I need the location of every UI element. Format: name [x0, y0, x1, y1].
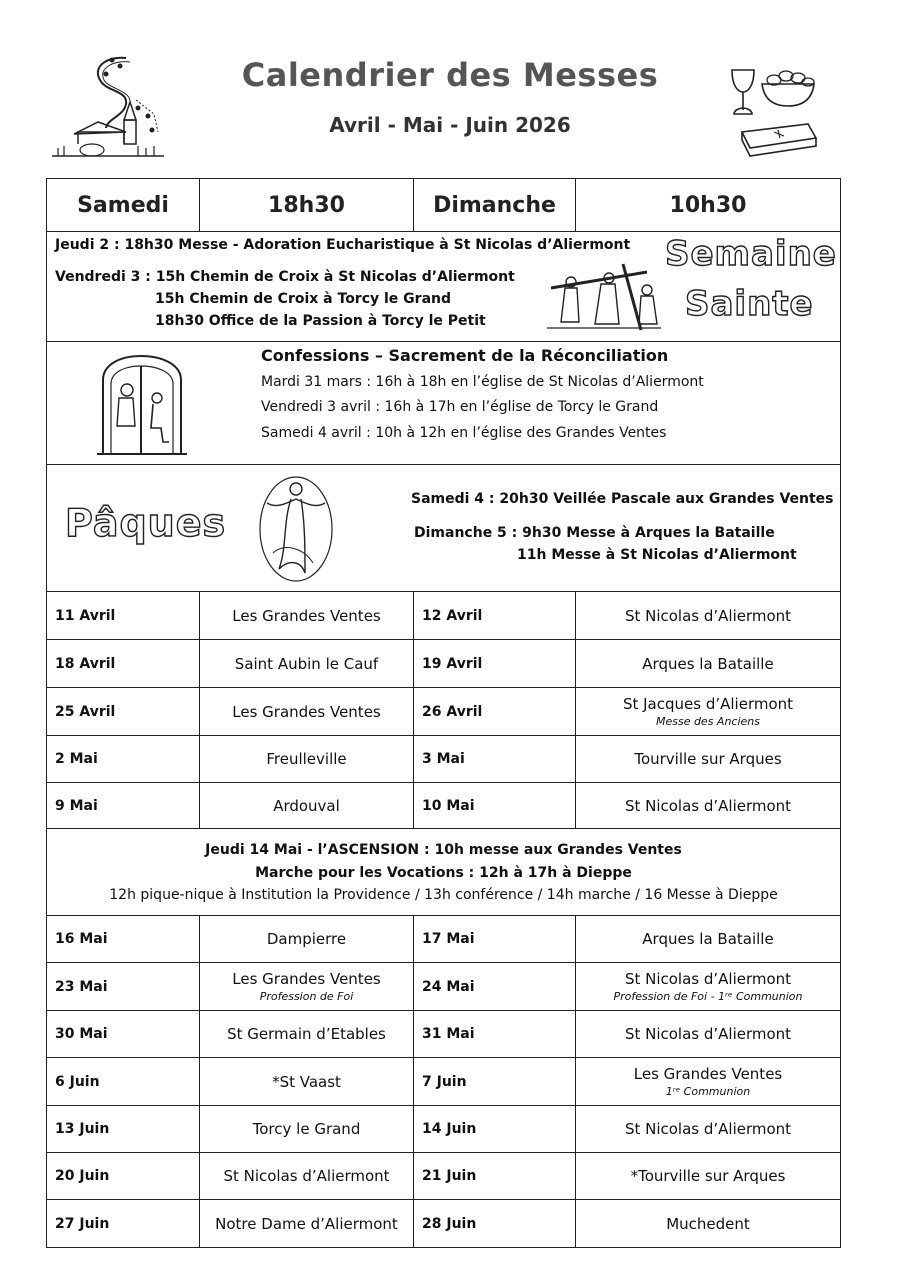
table-row	[47, 640, 840, 688]
header-dimanche: Dimanche	[413, 179, 575, 231]
sunday-date: 12 Avril	[413, 592, 575, 639]
saturday-place: St Germain d’Etables	[227, 1025, 386, 1043]
sunday-location	[575, 1011, 840, 1057]
chalice-bread-book-illustration	[722, 60, 832, 158]
saturday-date: 6 Juin	[55, 1073, 100, 1090]
saturday-place: Ardouval	[273, 796, 340, 815]
sunday-date: 17 Mai	[413, 916, 575, 962]
saturday-date: 20 Juin	[55, 1168, 110, 1184]
header-samedi: Samedi	[77, 192, 169, 218]
saturday-place: Les Grandes Ventes	[232, 606, 381, 625]
sunday-location	[575, 688, 840, 735]
sunday-date: 31 Mai	[413, 1011, 575, 1057]
header-time-sunday: 10h30	[575, 179, 840, 231]
sunday-location	[575, 1153, 840, 1199]
sunday-location	[575, 916, 840, 962]
sunday-location	[575, 783, 840, 828]
saturday-date: 18 Avril	[55, 655, 116, 672]
sunday-place: St Jacques d’Aliermont	[622, 695, 794, 713]
table-row	[47, 916, 840, 963]
table-row	[47, 688, 840, 736]
sunday-place: Les Grandes Ventes	[633, 1065, 783, 1083]
semaine-banner: Semaine	[665, 234, 837, 274]
sunday-note: 1ʳᵉ Communion	[665, 1085, 751, 1098]
sunday-place: St Nicolas d’Aliermont	[624, 796, 792, 815]
paques-section	[47, 465, 840, 592]
saturday-note: Profession de Foi	[259, 990, 354, 1003]
ascension-line-3: 12h pique-nique à Institution la Providence / 13h conférence / 14h marche / 16 Messe à Dieppe	[109, 887, 778, 903]
sunday-place: Muchedent	[666, 1214, 750, 1233]
sunday-note: Profession de Foi - 1ʳᵉ Communion	[613, 990, 803, 1003]
sunday-location	[575, 640, 840, 687]
sunday-place: Arques la Bataille	[642, 930, 774, 948]
paques-line-3: 11h Messe à St Nicolas d’Aliermont	[517, 547, 797, 563]
sunday-date: 7 Juin	[413, 1058, 575, 1105]
sunday-location	[575, 592, 840, 639]
sunday-note: Messe des Anciens	[655, 715, 761, 728]
sunday-place: *Tourville sur Arques	[630, 1167, 786, 1185]
saturday-date: 13 Juin	[55, 1121, 110, 1137]
vendredi-saint-line-3: 18h30 Office de la Passion à Torcy le Petit	[155, 313, 486, 329]
table-row	[47, 1058, 840, 1106]
ascension-line-2: Marche pour les Vocations : 12h à 17h à Dieppe	[255, 865, 632, 881]
table-row	[47, 963, 840, 1011]
sunday-location	[575, 1200, 840, 1247]
sunday-date: 21 Juin	[413, 1153, 575, 1199]
saturday-date: 30 Mai	[55, 1026, 108, 1042]
sunday-date: 19 Avril	[413, 640, 575, 687]
table-row	[47, 1200, 840, 1248]
sunday-location	[575, 963, 840, 1010]
saturday-place: Freulleville	[266, 750, 347, 768]
ascension-section	[47, 830, 840, 916]
sunday-date: 10 Mai	[413, 783, 575, 828]
sunday-place: St Nicolas d’Aliermont	[624, 1120, 792, 1138]
saturday-place: Les Grandes Ventes	[232, 702, 381, 721]
sunday-location	[575, 1058, 840, 1105]
saturday-place: *St Vaast	[272, 1072, 341, 1091]
semaine-sainte-section	[47, 232, 840, 342]
table-row	[47, 1011, 840, 1058]
sunday-date: 28 Juin	[413, 1200, 575, 1247]
table-row	[47, 592, 840, 640]
saturday-location	[199, 736, 413, 782]
vendredi-saint-line-1: Vendredi 3 : 15h Chemin de Croix à St Nicolas d’Aliermont	[55, 269, 515, 285]
sunday-place: St Nicolas d’Aliermont	[624, 970, 792, 988]
paques-banner: Pâques	[65, 501, 227, 545]
page-subtitle: Avril - Mai - Juin 2026	[329, 113, 571, 137]
ascension-line-1: Jeudi 14 Mai - l’ASCENSION : 10h messe aux Grandes Ventes	[205, 842, 682, 858]
sunday-place: Arques la Bataille	[642, 654, 774, 673]
saturday-date: 25 Avril	[55, 703, 116, 720]
sunday-location	[575, 736, 840, 782]
saturday-date: 27 Juin	[55, 1215, 110, 1232]
table-row	[47, 1153, 840, 1200]
confession-line-1: Mardi 31 mars : 16h à 18h en l’église de St Nicolas d’Aliermont	[261, 374, 704, 390]
confession-line-2: Vendredi 3 avril : 16h à 17h en l’église de Torcy le Grand	[261, 399, 659, 415]
saturday-place: St Nicolas d’Aliermont	[223, 1167, 390, 1185]
vendredi-saint-line-2: 15h Chemin de Croix à Torcy le Grand	[155, 291, 452, 307]
saturday-location	[199, 1011, 413, 1057]
paques-line-2: Dimanche 5 : 9h30 Messe à Arques la Bataille	[414, 525, 775, 541]
saturday-location	[199, 1153, 413, 1199]
sunday-date: 24 Mai	[413, 963, 575, 1010]
header-time-saturday: 18h30	[199, 179, 413, 231]
sunday-date: 14 Juin	[413, 1106, 575, 1152]
page-title: Calendrier des Messes	[241, 56, 659, 94]
saturday-place: Saint Aubin le Cauf	[234, 654, 379, 673]
saturday-location	[199, 640, 413, 687]
saturday-location	[199, 592, 413, 639]
saturday-location	[199, 1058, 413, 1105]
sunday-date: 26 Avril	[413, 688, 575, 735]
saturday-location	[199, 916, 413, 962]
confessions-title: Confessions – Sacrement de la Réconciliation	[261, 346, 669, 365]
saturday-location	[199, 688, 413, 735]
saturday-place: Dampierre	[266, 930, 347, 948]
confession-line-3: Samedi 4 avril : 10h à 12h en l’église des Grandes Ventes	[261, 425, 667, 441]
sunday-location	[575, 1106, 840, 1152]
mass-calendar-table	[46, 178, 841, 1248]
table-row	[47, 1106, 840, 1153]
confessions-section	[47, 342, 840, 465]
saturday-place: Les Grandes Ventes	[232, 970, 381, 988]
sainte-banner: Sainte	[685, 284, 814, 324]
saturday-date: 9 Mai	[55, 797, 98, 814]
saturday-place: Notre Dame d’Aliermont	[215, 1214, 398, 1233]
saturday-location	[199, 963, 413, 1010]
risen-christ-illustration	[253, 473, 339, 585]
saturday-date: 11 Avril	[55, 607, 116, 624]
jeudi-saint-line: Jeudi 2 : 18h30 Messe - Adoration Eucharistique à St Nicolas d’Aliermont	[55, 237, 631, 253]
sunday-place: St Nicolas d’Aliermont	[624, 1025, 792, 1043]
saturday-location	[199, 783, 413, 828]
way-of-cross-illustration	[543, 260, 663, 332]
saturday-place: Torcy le Grand	[252, 1120, 361, 1138]
sunday-place: Tourville sur Arques	[634, 750, 782, 768]
saturday-date: 16 Mai	[55, 931, 108, 947]
sunday-date: 3 Mai	[413, 736, 575, 782]
saturday-location	[199, 1200, 413, 1247]
table-header-row	[47, 179, 840, 232]
confessional-illustration	[97, 350, 187, 458]
table-row	[47, 783, 840, 829]
paques-line-1: Samedi 4 : 20h30 Veillée Pascale aux Grandes Ventes	[411, 491, 834, 507]
saturday-date: 2 Mai	[55, 751, 98, 767]
saturday-location	[199, 1106, 413, 1152]
table-row	[47, 736, 840, 783]
sunday-place: St Nicolas d’Aliermont	[624, 606, 792, 625]
saturday-date: 23 Mai	[55, 978, 108, 995]
